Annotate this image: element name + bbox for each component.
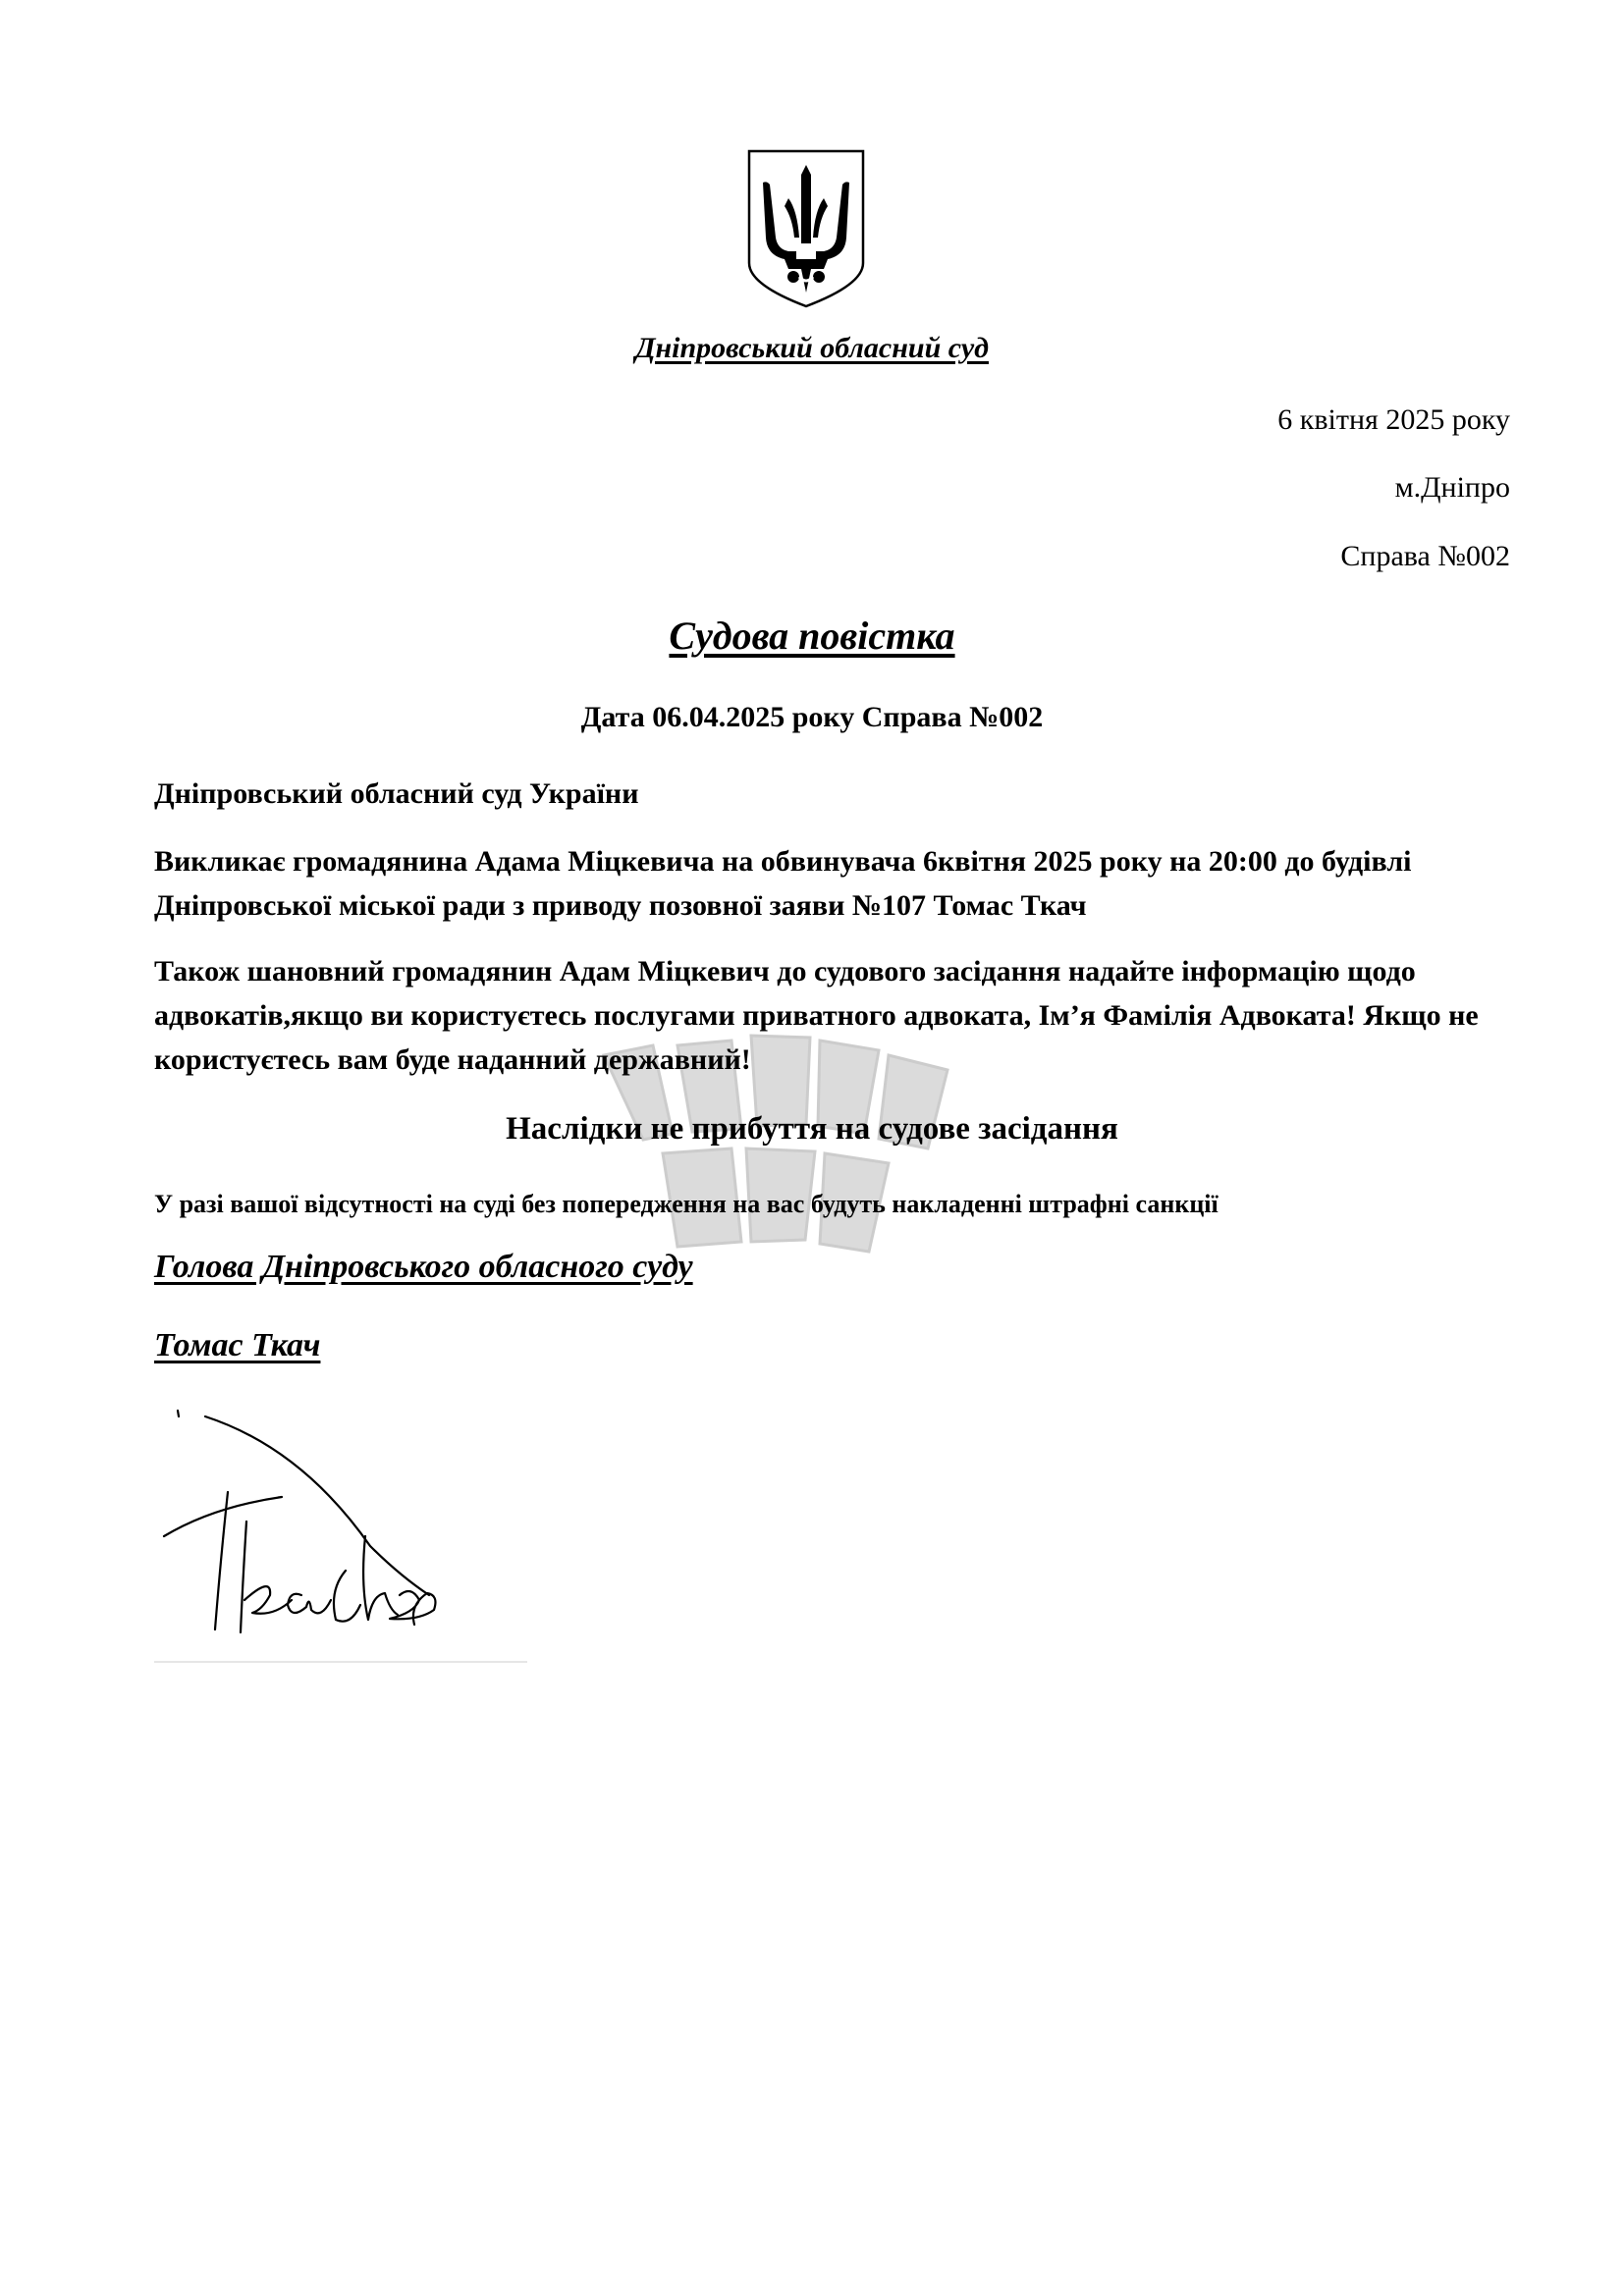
document-title: Судова повістка [669, 614, 955, 658]
consequences-text: У разі вашої відсутності на суді без попередження на вас будуть накладенні штрафні санкції [154, 1190, 1218, 1218]
summons-paragraph: Викликає громадянина Адама Міцкевича на обвинувача 6квітня 2025 року на 20:00 до будівлі Дніпровської міської ради з приводу позовної заяви №107 Томас Ткач [154, 845, 1412, 922]
lawyer-info-paragraph: Також шановний громадянин Адам Міцкевич до судового засідання надайте інформацію щодо адвокатів,якщо ви користуєтесь послугами приватного адвоката, Ім’я Фамілія Адвоката! Якщо не користуєтесь вам буде наданний державний! [154, 955, 1479, 1076]
consequences-heading: Наслідки не прибуття на судове засідання [506, 1111, 1118, 1147]
case-number: Справа №002 [1340, 540, 1510, 572]
document-city: м.Дніпро [1394, 471, 1510, 504]
issuer-paragraph: Дніпровський обласний суд України [154, 777, 639, 810]
court-name-heading: Дніпровський обласний суд [635, 332, 989, 364]
coat-of-arms-icon [745, 147, 867, 310]
document-dateline: Дата 06.04.2025 року Справа №002 [580, 701, 1044, 733]
document-date: 6 квітня 2025 року [1277, 403, 1510, 436]
handwritten-signature-image [154, 1399, 527, 1664]
signatory-name: Томас Ткач [154, 1327, 321, 1363]
signatory-position: Голова Дніпровського обласного суду [154, 1249, 693, 1285]
